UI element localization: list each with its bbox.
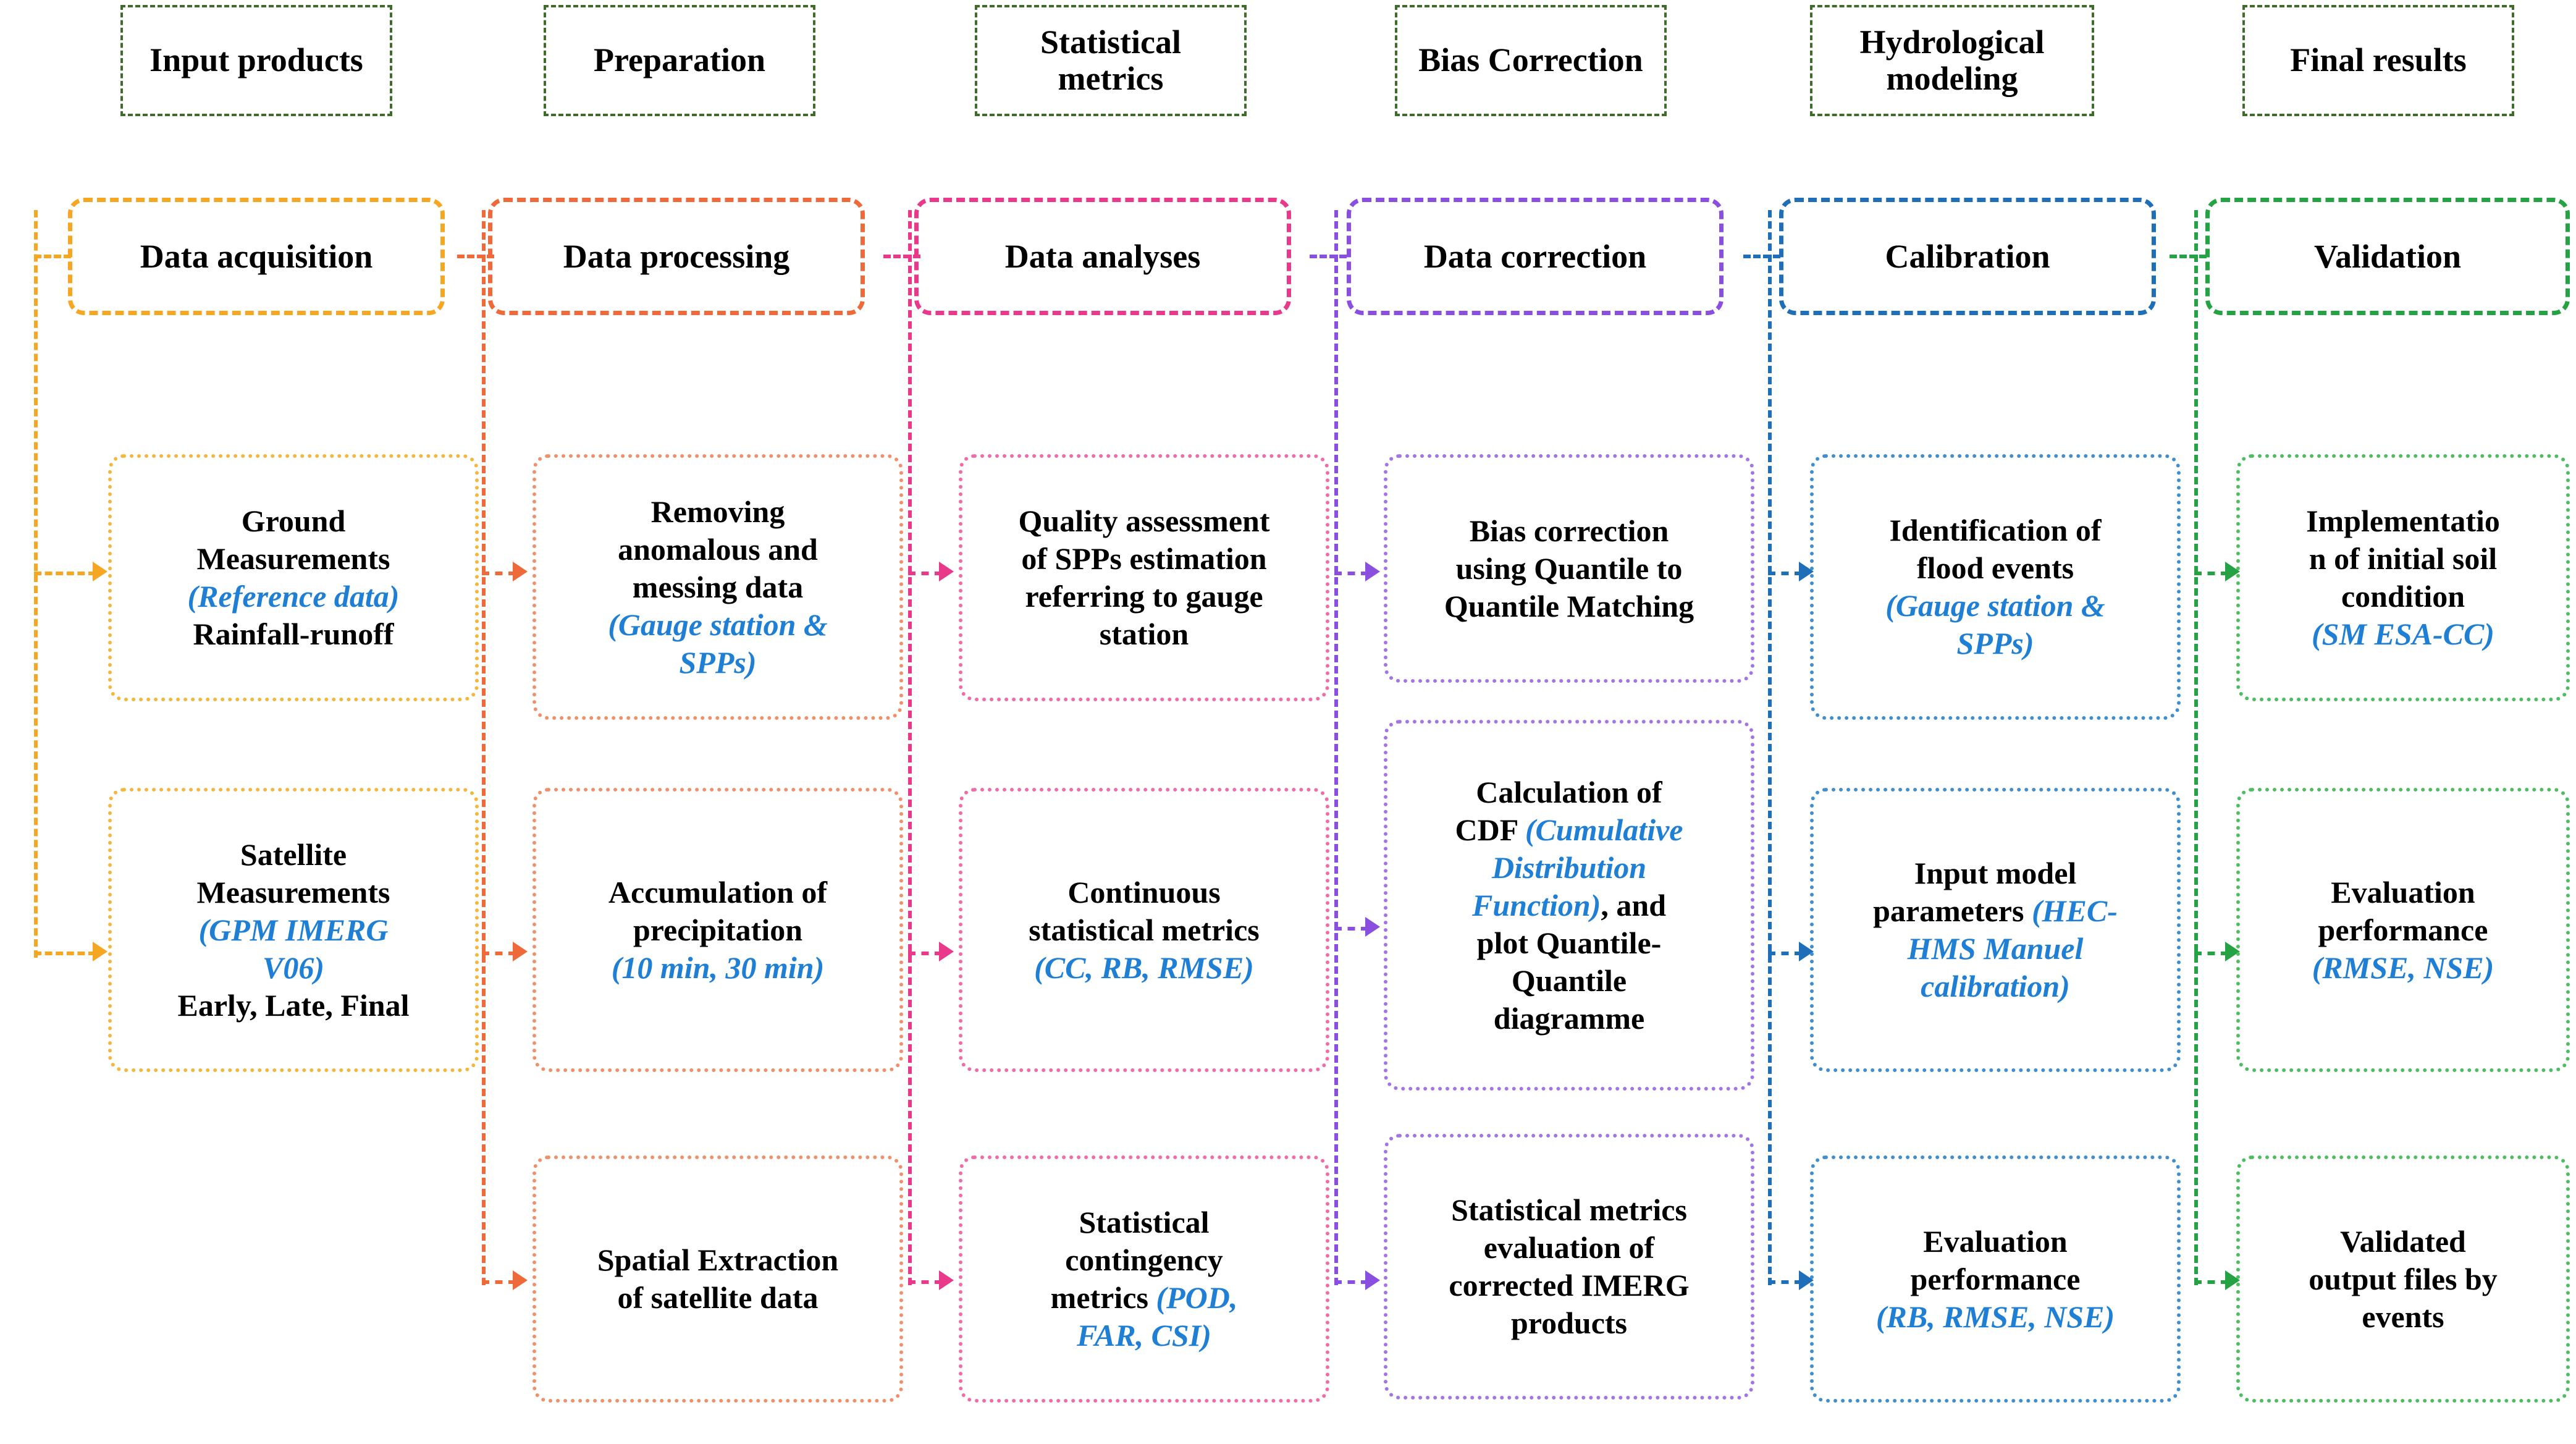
stage-label: Validation (2313, 238, 2462, 275)
stage-box-data-analyses[interactable] (914, 198, 1291, 315)
connector-line-col1-stage (34, 255, 71, 258)
connector-arrow-col2-row2 (513, 942, 528, 961)
cell-text: Continuous statistical metrics (CC, RB, RMSE) (1029, 874, 1260, 985)
column-header-label: Input products (149, 41, 363, 79)
cell-text-parameters-line: parameters (HEC- (1873, 893, 2118, 928)
connector-line-col4-row2 (1334, 927, 1368, 931)
cell-text-function-line: Function), and (1471, 887, 1667, 923)
connector-line-col2-stage (457, 255, 494, 258)
stage-label: Data processing (563, 238, 790, 275)
connector-line-col6-row1 (2194, 572, 2228, 575)
connector-line-col2 (482, 210, 486, 1285)
cell-text: Quality assessment of SPPs estimation referring to gauge station (1018, 504, 1270, 651)
stage-box-validation[interactable] (2205, 198, 2570, 315)
cell-text: Evaluation performance (RMSE, NSE) (2312, 874, 2494, 985)
connector-arrow-col3-row3 (939, 1270, 954, 1290)
cell-col4-row1[interactable] (1384, 454, 1754, 683)
column-header-label: Final results (2290, 41, 2467, 79)
cell-col3-row1[interactable] (959, 454, 1329, 701)
connector-line-col4-row3 (1334, 1280, 1368, 1284)
cell-col5-row1[interactable] (1810, 454, 2181, 720)
column-header-preparation (544, 5, 815, 116)
connector-line-col3 (908, 210, 912, 1285)
stage-box-calibration[interactable] (1779, 198, 2156, 315)
stage-label: Data acquisition (140, 238, 373, 275)
cell-col2-row2[interactable] (532, 788, 903, 1072)
connector-line-col6-row2 (2194, 952, 2228, 955)
cell-text: Validated output files by events (2309, 1223, 2498, 1334)
column-header-final-results (2242, 5, 2514, 116)
cell-col1-row1[interactable] (108, 454, 479, 701)
cell-col6-row2[interactable] (2236, 788, 2570, 1072)
connector-line-col5-row2 (1768, 952, 1802, 955)
cell-text: Calculation of CDF (Cumulative Distribution Function), and plot Quantile- Quantile diagramme (1455, 774, 1683, 1036)
connector-arrow-col1-row2 (93, 942, 107, 961)
cell-col5-row2[interactable] (1810, 788, 2181, 1072)
connector-line-col1-row2 (34, 952, 96, 955)
stage-label: Calibration (1885, 238, 2050, 275)
connector-line-col4-stage (1310, 255, 1347, 258)
connector-line-col1 (34, 210, 38, 958)
cell-col4-row3[interactable] (1384, 1134, 1754, 1400)
cell-text-cdf-line: CDF (Cumulative (1455, 812, 1683, 847)
stage-label: Data correction (1423, 238, 1647, 275)
connector-arrow-col3-row1 (939, 562, 954, 581)
column-header-label: Bias Correction (1418, 41, 1643, 79)
cell-text: Statistical metrics evaluation of corrected IMERG products (1449, 1193, 1690, 1340)
column-header-input-products (120, 5, 392, 116)
column-header-label: Statistical metrics (1040, 23, 1181, 97)
stage-label: Data analyses (1004, 238, 1201, 275)
cell-text: Satellite Measurements (GPM IMERG V06) Early, Late, Final (177, 837, 410, 1023)
cell-text: Statistical contingency metrics (POD, FAR, CSI) (1050, 1205, 1238, 1353)
connector-line-col2-row2 (482, 952, 516, 955)
cell-col5-row3[interactable] (1810, 1155, 2181, 1403)
cell-text: Bias correction using Quantile to Quantile Matching (1444, 513, 1694, 623)
connector-line-col3-row3 (908, 1280, 942, 1284)
column-header-bias-correction (1395, 5, 1667, 116)
connector-arrow-col4-row2 (1365, 917, 1380, 937)
connector-line-col5-row1 (1768, 572, 1802, 575)
connector-line-col3-row2 (908, 952, 942, 955)
cell-text: Identification of flood events (Gauge station & SPPs) (1885, 513, 2105, 661)
connector-line-col6-row3 (2194, 1280, 2228, 1284)
cell-text: Removing anomalous and messing data (Gauge station & SPPs) (608, 494, 828, 680)
column-header-statistical-metrics (975, 5, 1247, 116)
cell-text: Spatial Extraction of satellite data (597, 1243, 839, 1315)
connector-arrow-col3-row2 (939, 942, 954, 961)
stage-box-data-acquisition[interactable] (68, 198, 445, 315)
cell-col6-row1[interactable] (2236, 454, 2570, 701)
connector-arrow-col1-row1 (93, 562, 107, 581)
connector-arrow-col2-row1 (513, 562, 528, 581)
cell-col6-row3[interactable] (2236, 1155, 2570, 1403)
connector-line-col3-stage (883, 255, 920, 258)
connector-line-col5 (1768, 210, 1772, 1285)
cell-text: Input model parameters (HEC- HMS Manuel calibration) (1873, 856, 2118, 1003)
connector-line-col1-row1 (34, 572, 96, 575)
connector-line-col6 (2194, 210, 2198, 1285)
connector-line-col3-row1 (908, 572, 942, 575)
column-header-label: Preparation (594, 41, 765, 79)
cell-col3-row3[interactable] (959, 1155, 1329, 1403)
cell-text: Accumulation of precipitation (10 min, 30 min) (608, 874, 828, 985)
connector-line-col2-row1 (482, 572, 516, 575)
connector-arrow-col4-row1 (1365, 562, 1380, 581)
connector-line-col2-row3 (482, 1280, 516, 1284)
column-header-hydrological-modeling (1810, 5, 2094, 116)
cell-col1-row2[interactable] (108, 788, 479, 1072)
column-header-label: Hydrological modeling (1859, 23, 2045, 97)
stage-box-data-processing[interactable] (488, 198, 865, 315)
connector-line-col6-stage (2170, 255, 2207, 258)
cell-col4-row2[interactable] (1384, 720, 1754, 1091)
connector-line-col4 (1334, 210, 1338, 1285)
cell-col2-row3[interactable] (532, 1155, 903, 1403)
stage-box-data-correction[interactable] (1347, 198, 1724, 315)
cell-text-metrics-line: metrics (POD, (1050, 1280, 1238, 1315)
connector-line-col5-stage (1743, 255, 1780, 258)
cell-col2-row1[interactable] (532, 454, 903, 720)
connector-arrow-col2-row3 (513, 1270, 528, 1290)
connector-arrow-col4-row3 (1365, 1270, 1380, 1290)
cell-col3-row2[interactable] (959, 788, 1329, 1072)
cell-text: Ground Measurements (Reference data) Rainfall-runoff (187, 504, 400, 651)
cell-text: Evaluation performance (RB, RMSE, NSE) (1875, 1223, 2115, 1334)
connector-line-col5-row3 (1768, 1280, 1802, 1284)
cell-text: Implementatio n of initial soil condition (SM ESA-CC) (2306, 504, 2500, 651)
connector-line-col4-row1 (1334, 572, 1368, 575)
